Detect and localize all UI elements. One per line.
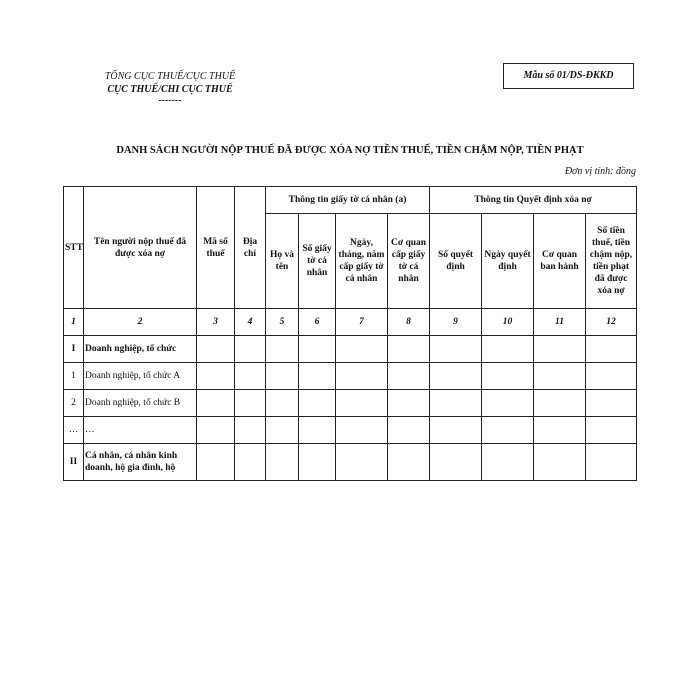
empty-cell bbox=[299, 417, 336, 444]
debt-list-table bbox=[63, 186, 637, 481]
empty-cell bbox=[534, 390, 586, 417]
empty-cell bbox=[266, 444, 299, 481]
col-number: 3 bbox=[197, 309, 235, 336]
col-number: 5 bbox=[266, 309, 299, 336]
empty-cell bbox=[430, 390, 482, 417]
col-full-name-header: Họ và tên bbox=[266, 214, 299, 309]
agency-line-1: TỔNG CỤC THUẾ/CỤC THUẾ bbox=[104, 71, 236, 82]
col-number: 1 bbox=[64, 309, 84, 336]
table-row bbox=[64, 417, 637, 444]
col-decision-no-header: Số quyết định bbox=[430, 214, 482, 309]
empty-cell bbox=[336, 363, 388, 390]
col-number: 7 bbox=[336, 309, 388, 336]
empty-cell bbox=[388, 417, 430, 444]
col-address-header: Địa chỉ bbox=[235, 187, 266, 309]
col-issuing-agency-header: Cơ quan ban hành bbox=[534, 214, 586, 309]
empty-cell bbox=[336, 336, 388, 363]
empty-cell bbox=[482, 417, 534, 444]
empty-cell bbox=[299, 444, 336, 481]
column-number-row bbox=[64, 309, 637, 336]
empty-cell bbox=[388, 390, 430, 417]
empty-cell bbox=[197, 336, 235, 363]
col-amount-header: Số tiền thuế, tiền chậm nộp, tiền phạt đã được xóa nợ bbox=[586, 214, 637, 309]
empty-cell bbox=[235, 363, 266, 390]
header-row-top bbox=[64, 187, 637, 214]
row-name: Cá nhân, cá nhân kinh doanh, hộ gia đình, hộ bbox=[84, 444, 197, 481]
empty-cell bbox=[534, 363, 586, 390]
empty-cell bbox=[235, 444, 266, 481]
empty-cell bbox=[388, 444, 430, 481]
col-number: 10 bbox=[482, 309, 534, 336]
empty-cell bbox=[482, 336, 534, 363]
empty-cell bbox=[586, 363, 637, 390]
empty-cell bbox=[430, 444, 482, 481]
col-number: 6 bbox=[299, 309, 336, 336]
empty-cell bbox=[299, 363, 336, 390]
empty-cell bbox=[266, 417, 299, 444]
row-name: Doanh nghiệp, tổ chức bbox=[84, 336, 197, 363]
row-name: Doanh nghiệp, tổ chức A bbox=[84, 363, 197, 390]
row-stt: … bbox=[64, 417, 84, 444]
group-personal-id-header: Thông tin giấy tờ cá nhân (a) bbox=[266, 187, 430, 214]
col-tax-code-header: Mã số thuế bbox=[197, 187, 235, 309]
row-stt: II bbox=[64, 444, 84, 481]
empty-cell bbox=[430, 363, 482, 390]
agency-divider: ------- bbox=[158, 95, 182, 106]
empty-cell bbox=[197, 390, 235, 417]
empty-cell bbox=[235, 390, 266, 417]
group-decision-header: Thông tin Quyết định xóa nợ bbox=[430, 187, 637, 214]
table-row bbox=[64, 390, 637, 417]
empty-cell bbox=[388, 363, 430, 390]
row-stt: 2 bbox=[64, 390, 84, 417]
agency-line-2: CỤC THUẾ/CHI CỤC THUẾ bbox=[107, 84, 233, 95]
form-code-box: Mẫu số 01/DS-ĐKKD bbox=[503, 63, 634, 89]
col-id-issuer-header: Cơ quan cấp giấy tờ cá nhân bbox=[388, 214, 430, 309]
empty-cell bbox=[534, 444, 586, 481]
empty-cell bbox=[197, 363, 235, 390]
empty-cell bbox=[235, 336, 266, 363]
empty-cell bbox=[299, 390, 336, 417]
empty-cell bbox=[534, 336, 586, 363]
agency-block bbox=[90, 70, 250, 106]
empty-cell bbox=[534, 417, 586, 444]
empty-cell bbox=[586, 444, 637, 481]
row-name: … bbox=[84, 417, 197, 444]
col-id-date-header: Ngày, tháng, năm cấp giấy tờ cá nhân bbox=[336, 214, 388, 309]
document-title: DANH SÁCH NGƯỜI NỘP THUẾ ĐÃ ĐƯỢC XÓA NỢ TIỀN THUẾ, TIỀN CHẬM NỘP, TIỀN PHẠT bbox=[116, 145, 584, 156]
empty-cell bbox=[235, 417, 266, 444]
empty-cell bbox=[336, 417, 388, 444]
empty-cell bbox=[197, 444, 235, 481]
col-number: 8 bbox=[388, 309, 430, 336]
col-id-number-header: Số giấy tờ cá nhân bbox=[299, 214, 336, 309]
row-stt: 1 bbox=[64, 363, 84, 390]
empty-cell bbox=[586, 390, 637, 417]
empty-cell bbox=[266, 390, 299, 417]
col-number: 11 bbox=[534, 309, 586, 336]
table-row bbox=[64, 363, 637, 390]
col-name-header: Tên người nộp thuế đã được xóa nợ bbox=[84, 187, 197, 309]
empty-cell bbox=[336, 390, 388, 417]
empty-cell bbox=[266, 363, 299, 390]
empty-cell bbox=[586, 336, 637, 363]
row-name: Doanh nghiệp, tổ chức B bbox=[84, 390, 197, 417]
table-row-section-organizations bbox=[64, 336, 637, 363]
col-number: 2 bbox=[84, 309, 197, 336]
empty-cell bbox=[388, 336, 430, 363]
col-stt-header: STT bbox=[64, 187, 84, 309]
empty-cell bbox=[586, 417, 637, 444]
row-stt: I bbox=[64, 336, 84, 363]
empty-cell bbox=[482, 444, 534, 481]
empty-cell bbox=[299, 336, 336, 363]
col-number: 12 bbox=[586, 309, 637, 336]
empty-cell bbox=[430, 417, 482, 444]
empty-cell bbox=[266, 336, 299, 363]
unit-label: Đơn vị tính: đồng bbox=[564, 166, 636, 177]
empty-cell bbox=[482, 390, 534, 417]
col-number: 4 bbox=[235, 309, 266, 336]
col-number: 9 bbox=[430, 309, 482, 336]
table-row-section-individuals bbox=[64, 444, 637, 481]
empty-cell bbox=[430, 336, 482, 363]
empty-cell bbox=[197, 417, 235, 444]
empty-cell bbox=[336, 444, 388, 481]
col-decision-date-header: Ngày quyết định bbox=[482, 214, 534, 309]
empty-cell bbox=[482, 363, 534, 390]
